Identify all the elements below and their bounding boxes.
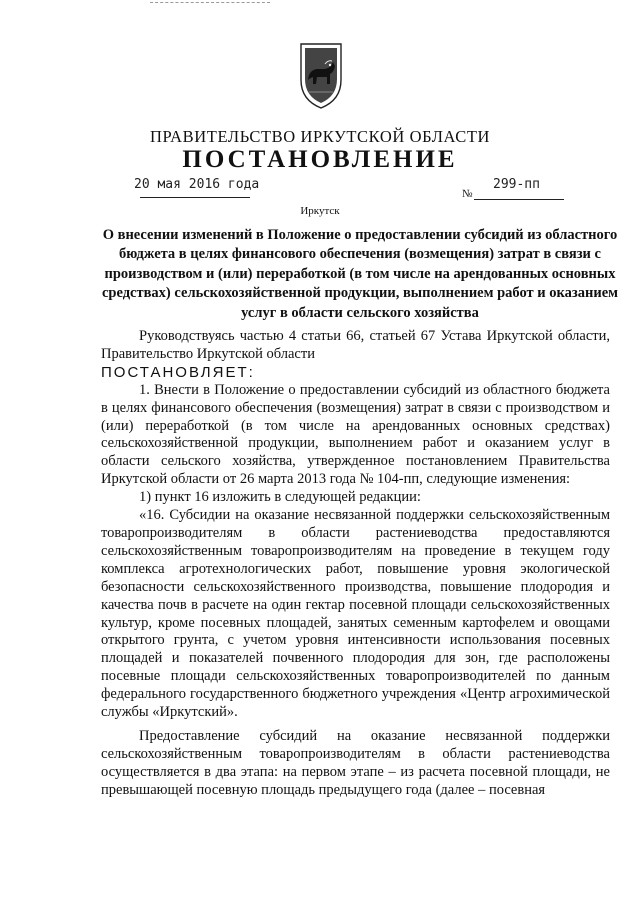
item-1-paragraph: 1. Внести в Положение о предоставлении субсидий из областного бюджета в целях финансового обеспечения (возмещения) затрат в связи с производством и (или) переработкой (в том числе на арендованных основных средствах) сельскохозяйственной продукции, выполнением работ и оказанием услуг в области сельского хозяйства, утвержденное постановлением Правительства Иркутской области от 26 марта 2013 года № 104-пп, следующие изменения: — [101, 381, 610, 488]
subitem-1-paragraph: 1) пункт 16 изложить в следующей редакции: — [139, 489, 421, 506]
date-underline — [140, 197, 250, 198]
quoted-paragraph-continuation: Предоставление субсидий на оказание несвязанной поддержки сельскохозяйственным товаропроизводителям в области растениеводства осуществляется в два этапа: на первом этапе – из расчета посевной площади, не превышающей посевную площадь предыдущего года (далее – посевная — [101, 727, 610, 798]
preamble-paragraph: Руководствуясь частью 4 статьи 66, статьей 67 Устава Иркутской области, Правительство Иркутской области — [101, 328, 610, 362]
city: Иркутск — [300, 205, 340, 217]
quoted-paragraph-16: «16. Субсидии на оказание несвязанной поддержки сельскохозяйственным товаропроизводителям в области растениеводства предоставляются сельскохозяйственным товаропроизводителям на проведение в текущем году комплекса агротехнологических работ, повышение уровня экологической безопасности сельскохозяйственного производства, повышение плодородия и качества почв в расчете на один гектар посевной площади сельскохозяйственных культур, кроме посевных площадей, занятых семенным картофелем и овощами открытого грунта, с учетом уровня интенсивности использования посевных площадей и показателей почвенного плодородия для зон, где расположены посевные площади сельскохозяйственных товаропроизводителей по данным федерального государственного бюджетного учреждения «Центр агрохимической службы «Иркутский». — [101, 507, 610, 721]
irkutsk-coat-of-arms-icon — [299, 40, 343, 110]
document-body — [101, 328, 610, 800]
number-label: № — [462, 188, 473, 200]
scan-artifact-line — [150, 2, 270, 3]
document-title: О внесении изменений в Положение о предоставлении субсидий из областного бюджета в целях финансового обеспечения (возмещения) затрат в связи с производством и (или) переработкой (в том числе на арендованных основных средствах) сельскохозяйственной продукции, выполнением работ и оказанием услуг в области сельского хозяйства — [101, 227, 619, 321]
number-underline — [474, 199, 564, 200]
document-number: 299-пп — [493, 177, 540, 192]
document-date: 20 мая 2016 года — [134, 177, 260, 192]
decree-heading: ПОСТАНОВЛЯЕТ: — [101, 363, 255, 381]
organization-name: ПРАВИТЕЛЬСТВО ИРКУТСКОЙ ОБЛАСТИ — [149, 127, 491, 146]
document-type: ПОСТАНОВЛЕНИЕ — [182, 146, 458, 173]
